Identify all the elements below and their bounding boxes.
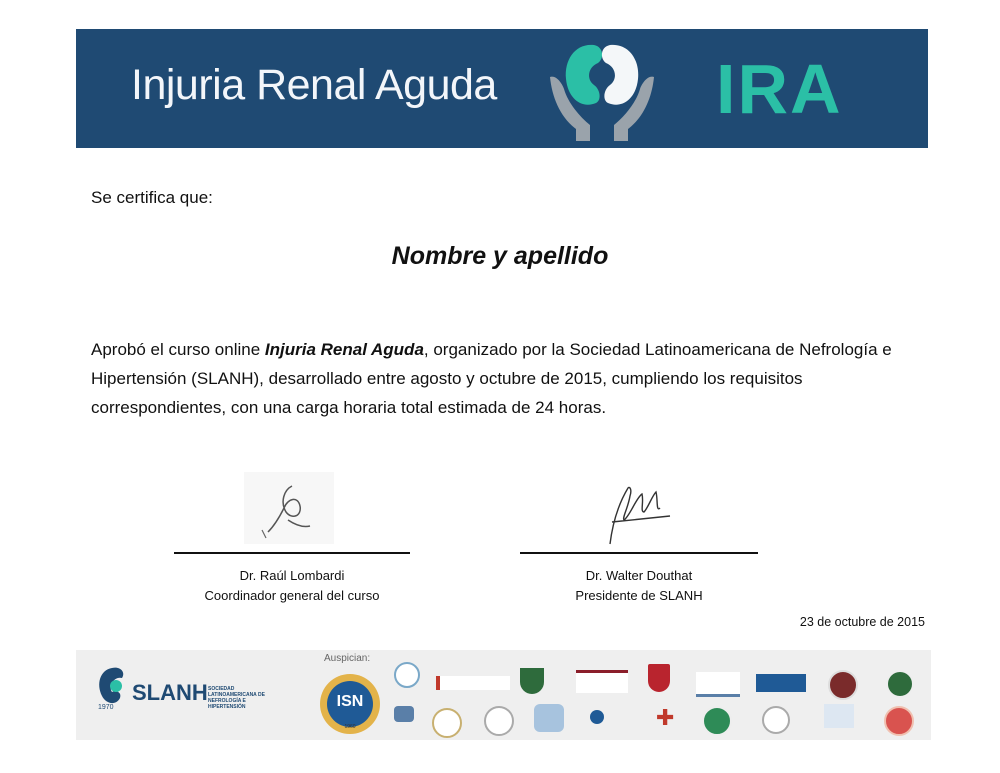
sponsor-logo-6 (590, 710, 604, 724)
course-name: Injuria Renal Aguda (264, 340, 424, 359)
hospital-privado-logo (756, 674, 806, 692)
signer-2-name: Dr. Walter Douthat (585, 568, 693, 583)
signature-douthat (600, 478, 680, 550)
sponsor-seal-5 (484, 706, 514, 736)
body-text-start: Aprobó el curso online (91, 340, 265, 359)
red-cross-icon: ✚ (656, 705, 675, 730)
signer-1-role: Coordinador general del curso (204, 588, 380, 603)
universidad-austral-logo (576, 670, 628, 693)
slanh-year: 1970 (98, 704, 114, 711)
sponsor-shield-2 (648, 664, 670, 692)
signer-2-role: Presidente de SLANH (575, 588, 703, 603)
sponsors-footer (76, 650, 931, 740)
slanh-logo-text: SLANH (132, 680, 208, 705)
certificate-body (91, 335, 941, 422)
sponsor-shield-1 (520, 668, 544, 694)
sponsor-logo-3 (696, 672, 740, 697)
sponsor-seal-6 (702, 706, 732, 736)
certificate-date: 23 de octubre de 2015 (799, 615, 925, 629)
sponsor-seal-3 (886, 670, 914, 698)
signature-line-2 (520, 552, 758, 554)
banner-title: Injuria Renal Aguda (131, 61, 497, 109)
hospital-italiano-logo (436, 676, 510, 690)
sponsor-seal-4 (432, 708, 462, 738)
body-text-end: , organizado por la Sociedad Latinoamericana de Nefrología e Hipertensión (SLANH), desarrollado entre agosto y octubre de 2015, cumpliendo los requisitos correspondientes, con una carga horaria total estimada de 24 horas. (91, 340, 892, 417)
recipient-name: Nombre y apellido (391, 242, 609, 270)
sponsor-seal-1 (394, 662, 420, 688)
banner-abbreviation: IRA (716, 50, 843, 128)
signature-line-1 (174, 552, 410, 554)
signature-lombardi (244, 472, 334, 544)
certify-intro: Se certifica que: (91, 188, 213, 207)
isn-text: ISN (336, 693, 364, 710)
sponsor-label: Auspician: (324, 653, 371, 664)
sponsor-seal-8 (884, 706, 914, 736)
sponsor-seal-7 (762, 706, 790, 734)
kidney-hands-logo (546, 37, 658, 141)
signer-1-name: Dr. Raúl Lombardi (239, 568, 345, 583)
sponsor-logo-4 (394, 706, 414, 722)
header-banner (76, 29, 928, 148)
sociedad-chilena-logo (824, 704, 854, 728)
isn-year: 1960 (344, 724, 356, 730)
slanh-subtitle: SOCIEDAD LATINOAMERICANA DE NEFROLOGÍA E HIPERTENSIÓN (208, 686, 265, 710)
sponsor-seal-2 (828, 670, 858, 700)
sponsor-logo-5 (534, 704, 564, 732)
isn-seal (320, 674, 380, 734)
